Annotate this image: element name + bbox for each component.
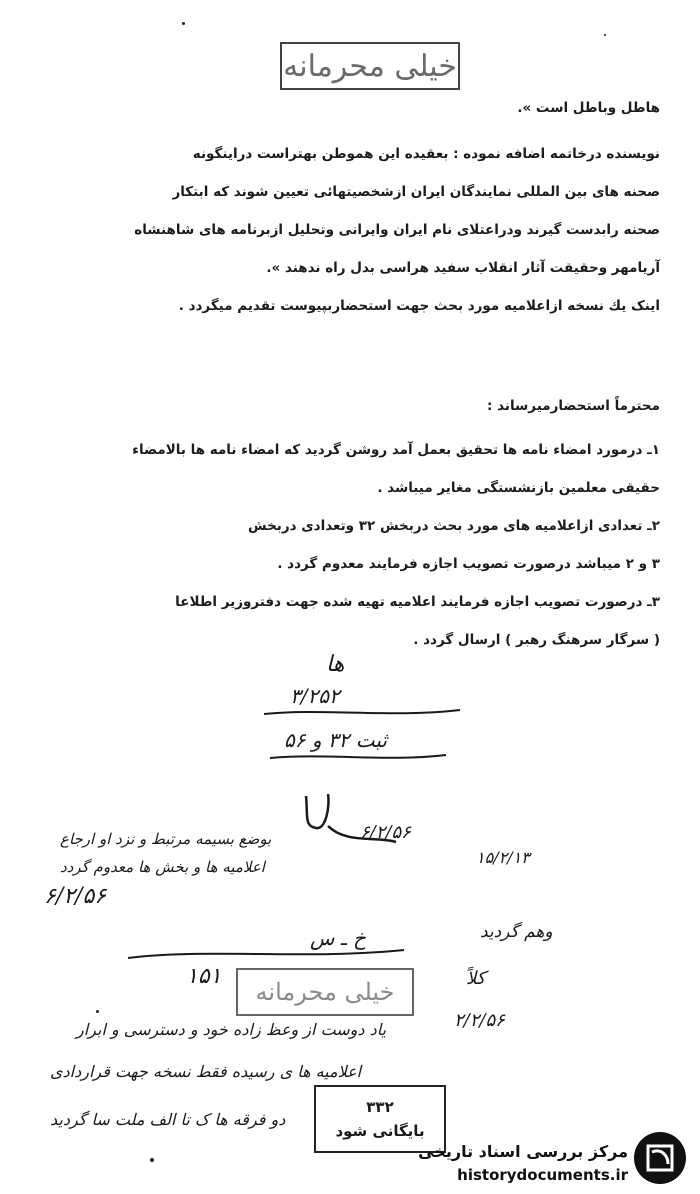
classification-stamp-mid: خیلی محرمانه: [236, 968, 414, 1016]
item-3-line-1: ۳ـ درصورت تصویب اجازه فرمایند اعلامیه تهیه شده جهت دفتروزیر اطلاعا: [175, 594, 660, 610]
handwritten-mark-1: ها: [326, 652, 345, 677]
scan-speck: [150, 1158, 154, 1162]
handwritten-note-right-2: وهم گردید: [480, 922, 553, 942]
handwritten-underline-mid: [126, 944, 406, 964]
handwritten-number-mid: ۱۵۱: [186, 964, 222, 989]
item-1-line-1: ۱ـ درمورد امضاء نامه ها تحقیق بعمل آمد روشن گردید که امضاء نامه ها بالامضاء: [132, 442, 660, 458]
handwritten-line-a: ۳/۲۵۲: [290, 684, 340, 708]
handwritten-lower-2: اعلامیه ها ی رسیده فقط نسخه جهت قراردادی: [50, 1062, 362, 1081]
typed-line-3: صحنه های بین المللی نمایندگان ایران ازشخصیتهائی تعیین شوند که ابتکار: [172, 184, 660, 200]
item-1-line-2: حقیقی معلمین بازنشستگی مغایر میباشد .: [377, 480, 660, 496]
handwritten-line-b: ثبت ۳۲ و ۵۶: [284, 728, 387, 752]
handwritten-sign-mid: خ ـ س: [310, 926, 366, 950]
handwritten-underline-a: [262, 704, 462, 722]
scan-speck: [604, 34, 606, 36]
typed-line-2: نويسنده درخاتمه اضافه نموده : بعقيده اين هموطن بهتراست دراينگونه: [192, 146, 660, 162]
handwritten-note-left-2: اعلامیه ها و بخش ها معدوم گردد: [60, 858, 265, 876]
footer-org-name: مرکز بررسی اسناد تاریخی: [418, 1142, 628, 1161]
typed-line-1: هاطل وباطل است ».: [517, 100, 660, 116]
scan-speck: [182, 22, 185, 25]
item-2-line-2: ۳ و ۲ میباشد درصورت تصویب اجازه فرمایند معدوم گردد .: [277, 556, 660, 572]
archive-number: ۳۳۲: [366, 1098, 394, 1116]
handwritten-note-left-1: بوضع بسیمه مرتبط و نزد او ارجاع: [60, 830, 272, 848]
handwritten-note-right-date: ۲/۲/۵۶: [454, 1010, 505, 1031]
signature-scribble: [286, 786, 406, 856]
typed-line-6: اینک یك نسخه ازاعلامیه مورد بحث جهت استحضاربپیوست تقدیم میگردد .: [178, 298, 660, 314]
archive-logo-icon: [632, 1130, 688, 1186]
footer-website: historydocuments.ir: [457, 1166, 628, 1184]
item-3-line-2: ( سرگار سرهنگ رهبر ) ارسال گردد .: [413, 632, 660, 648]
classification-stamp-top: خیلی محرمانه: [280, 42, 460, 90]
scan-speck: [96, 1010, 99, 1013]
typed-line-5: آریامهر وحقیقت آثار انقلاب سفید هراسی بدل راه ندهند ».: [266, 260, 660, 276]
salutation: محترماً استحضارمیرساند :: [487, 398, 660, 414]
typed-line-4: صحنه رابدست گیرند ودراعتلای نام ایران وایرانی وتحلیل ازبرنامه های شاهنشاه: [134, 222, 660, 238]
handwritten-signature-date: ۶/۲/۵۶: [360, 822, 411, 843]
handwritten-lower-1: یاد دوست از وعظ زاده خود و دسترسی و ابرار: [76, 1020, 387, 1039]
item-2-line-1: ۲ـ تعدادی ازاعلامیه های مورد بحث دربخش ۳۲ وتعدادی دربخش: [247, 518, 660, 534]
handwritten-note-right-1: ۱۵/۲/۱۳: [476, 848, 530, 867]
handwritten-note-right-3: کلاً: [466, 968, 486, 989]
handwritten-note-left-date: ۶/۲/۵۶: [44, 884, 107, 909]
handwritten-underline-b: [268, 750, 448, 766]
archive-label: بایگانی شود: [335, 1122, 425, 1140]
handwritten-lower-3: دو فرقه ها ک تا الف ملت سا گردید: [50, 1110, 286, 1129]
